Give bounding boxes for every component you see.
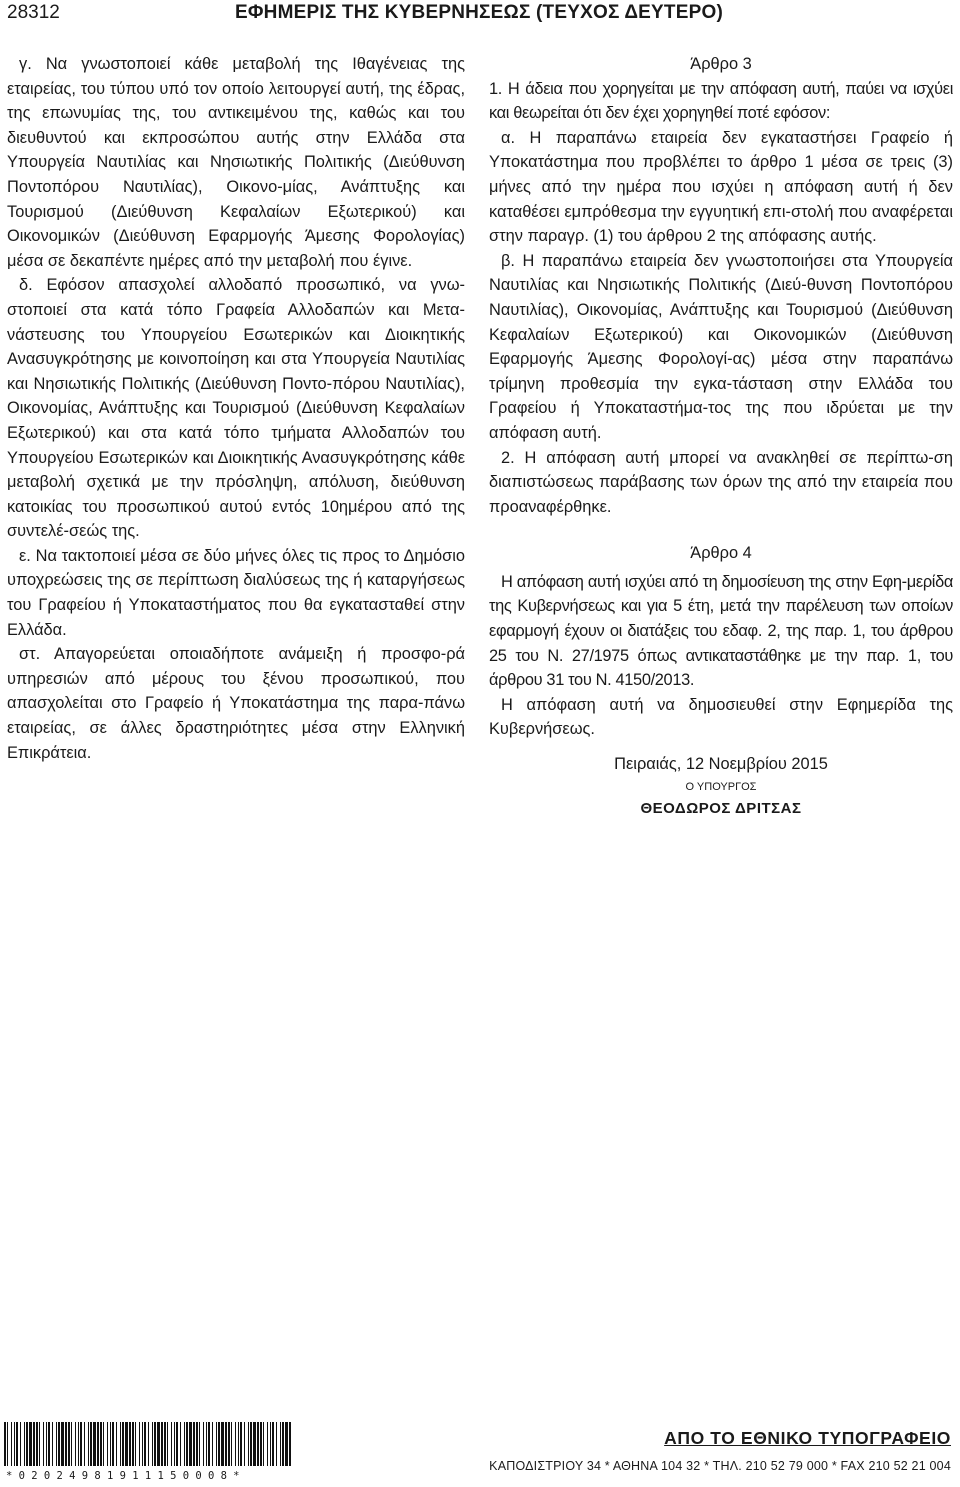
article-4-paragraph-2: Η απόφαση αυτή να δημοσιευθεί στην Εφημερίδα της Κυβερνήσεως. [489,695,953,739]
article-4-heading: Άρθρο 4 [690,544,752,563]
place-date: Πειραιάς, 12 Νοεμβρίου 2015 [614,755,828,774]
right-column [489,52,953,821]
printer-name: ΑΠΟ ΤΟ ΕΘΝΙΚΟ ΤΥΠΟΓΡΑΦΕΙΟ [664,1428,951,1448]
barcode-text: *02024981911150008* [6,1470,246,1482]
printer-address: ΚΑΠΟΔΙΣΤΡΙΟΥ 34 * ΑΘΗΝΑ 104 32 * ΤΗΛ. 210 52 79 000 * FAX 210 52 21 004 [489,1459,951,1473]
article-4-paragraph-1: Η απόφαση αυτή ισχύει από τη δημοσίευση της στην Εφη-μερίδα της Κυβερνήσεως και για 5 έτη, μετά την παρέλευση των οποίων εφαρμογή έχουν οι διατάξεις του εδαφ. 2, της παρ. 1, του άρθρου 25 του Ν. 27/1975 όπως αντικαταστάθηκε με την παρ. 1, του άρθρου 31 του Ν. 4150/2013. [489,572,953,690]
paragraph-epsilon: ε. Να τακτοποιεί μέσα σε δύο μήνες όλες τις προς το Δημόσιο υποχρεώσεις της σε περίπτωση διαλύσεως της ή καταργήσεως του Γραφείου ή Υποκαταστήματος που θα εγκατασταθεί στην Ελλάδα. [7,546,465,639]
page-header [0,0,960,40]
left-column [7,52,465,765]
article-3-paragraph-beta: β. Η παραπάνω εταιρεία δεν γνωστοποιήσει στα Υπουργεία Ναυτιλίας και Νησιωτικής Πολιτικής (Διεύ-θυνση Ποντοπόρου Ναυτιλίας), Οικονομίας, Ανάπτυξης και Τουρισμού (Διεύθυνση Κεφαλαίων Εξωτερικού) και Οικονομικών (Διεύθυνση Εφαρμογής Άμεσης Φορολογί-ας) μέσα στην παραπάνω τρίμηνη προθεσμία την εγκα-τάσταση στην Ελλάδα του Γραφείου ή Υποκαταστήμα-τος της που ιδρύεται με την απόφαση αυτή. [489,251,953,442]
article-3-paragraph-alpha: α. Η παραπάνω εταιρεία δεν εγκαταστήσει Γραφείο ή Υποκατάστημα που προβλέπει το άρθρο 1 μέσα σε τρεις (3) μήνες από την ημέρα που ισχύει η απόφαση αυτή ή δεν καταθέσει εμπρόθεσμα την εγγυητική επι-στολή που αναφέρεται στην παραγρ. (1) του άρθρου 2 της απόφασης αυτής. [489,128,953,246]
signer-title: Ο ΥΠΟΥΡΓΟΣ [685,780,757,793]
paragraph-gamma: γ. Να γνωστοποιεί κάθε μεταβολή της Ιθαγένειας της εταιρείας, του τύπου υπό τον οποίο λειτουργεί αυτή, της έδρας, της επωνυμίας της, του αντικειμένου της, καθώς και του διευθυντού και εκπροσώπου αυτής στην Ελλάδα στα Υπουργεία Ναυτιλίας και Νησιωτικής Πολιτικής (Διεύθυνση Ποντοπόρου Ναυτιλίας), Οικονο-μίας, Ανάπτυξης και Τουρισμού (Διεύθυνση Κεφαλαίων Εξωτερικού) και Οικονομικών (Διεύθυνση Εφαρμογής Άμεσης Φορολογίας) μέσα σε δεκαπέντε ημέρες από την μεταβολή που έγινε. [7,55,465,270]
article-3-paragraph-2: 2. Η απόφαση αυτή μπορεί να ανακληθεί σε περίπτω-ση διαπιστώσεως παράβασης των όρων της από την εταιρεία που προαναφέρθηκε. [489,448,953,516]
paragraph-st: στ. Απαγορεύεται οποιαδήποτε ανάμειξη ή προσφο-ρά υπηρεσιών από μέρους του ξένου προσωπικού, που απασχολείται στο Γραφείο ή Υποκατάστημα της παρα-πάνω εταιρείας, σε άλλες δραστηριότητες μέσα στην Ελληνική Επικράτεια. [7,645,465,762]
article-3-heading: Άρθρο 3 [690,55,752,73]
article-3-paragraph-1: 1. Η άδεια που χορηγείται με την απόφαση αυτή, παύει να ισχύει και θεωρείται ότι δεν έχει χορηγηθεί ποτέ εφόσον: [489,79,953,123]
page-footer [0,1410,960,1487]
signer-name: ΘΕΟΔΩΡΟΣ ΔΡΙΤΣΑΣ [640,799,802,817]
journal-title: ΕΦΗΜΕΡΙΣ ΤΗΣ ΚΥΒΕΡΝΗΣΕΩΣ (ΤΕΥΧΟΣ ΔΕΥΤΕΡΟ) [235,2,723,23]
page-number: 28312 [7,2,60,23]
paragraph-delta: δ. Εφόσον απασχολεί αλλοδαπό προσωπικό, να γνω-στοποιεί στα κατά τόπο Γραφεία Αλλοδαπών και Μετα-νάστευσης του Υπουργείου Εσωτερικών και Διοικητικής Ανασυγκρότησης με κοινοποίηση και στα Υπουργεία Ναυτιλίας και Νησιωτικής Πολιτικής (Διεύθυνση Ποντο-πόρου Ναυτιλίας), Οικονομίας, Ανάπτυξης και Τουρισμού (Διεύθυνση Κεφαλαίων Εξωτερικού) και στα κατά τόπο τμήματα Αλλοδαπών του Υπουργείου Εσωτερικών και Διοικητικής Ανασυγκρότησης κάθε μεταβολή σχετικά με την πρόσληψη, απόλυση, διεύθυνση κατοικίας του προσωπικού αυτού εντός 10ημέρου από της συντελέ-σεώς της. [7,276,465,541]
